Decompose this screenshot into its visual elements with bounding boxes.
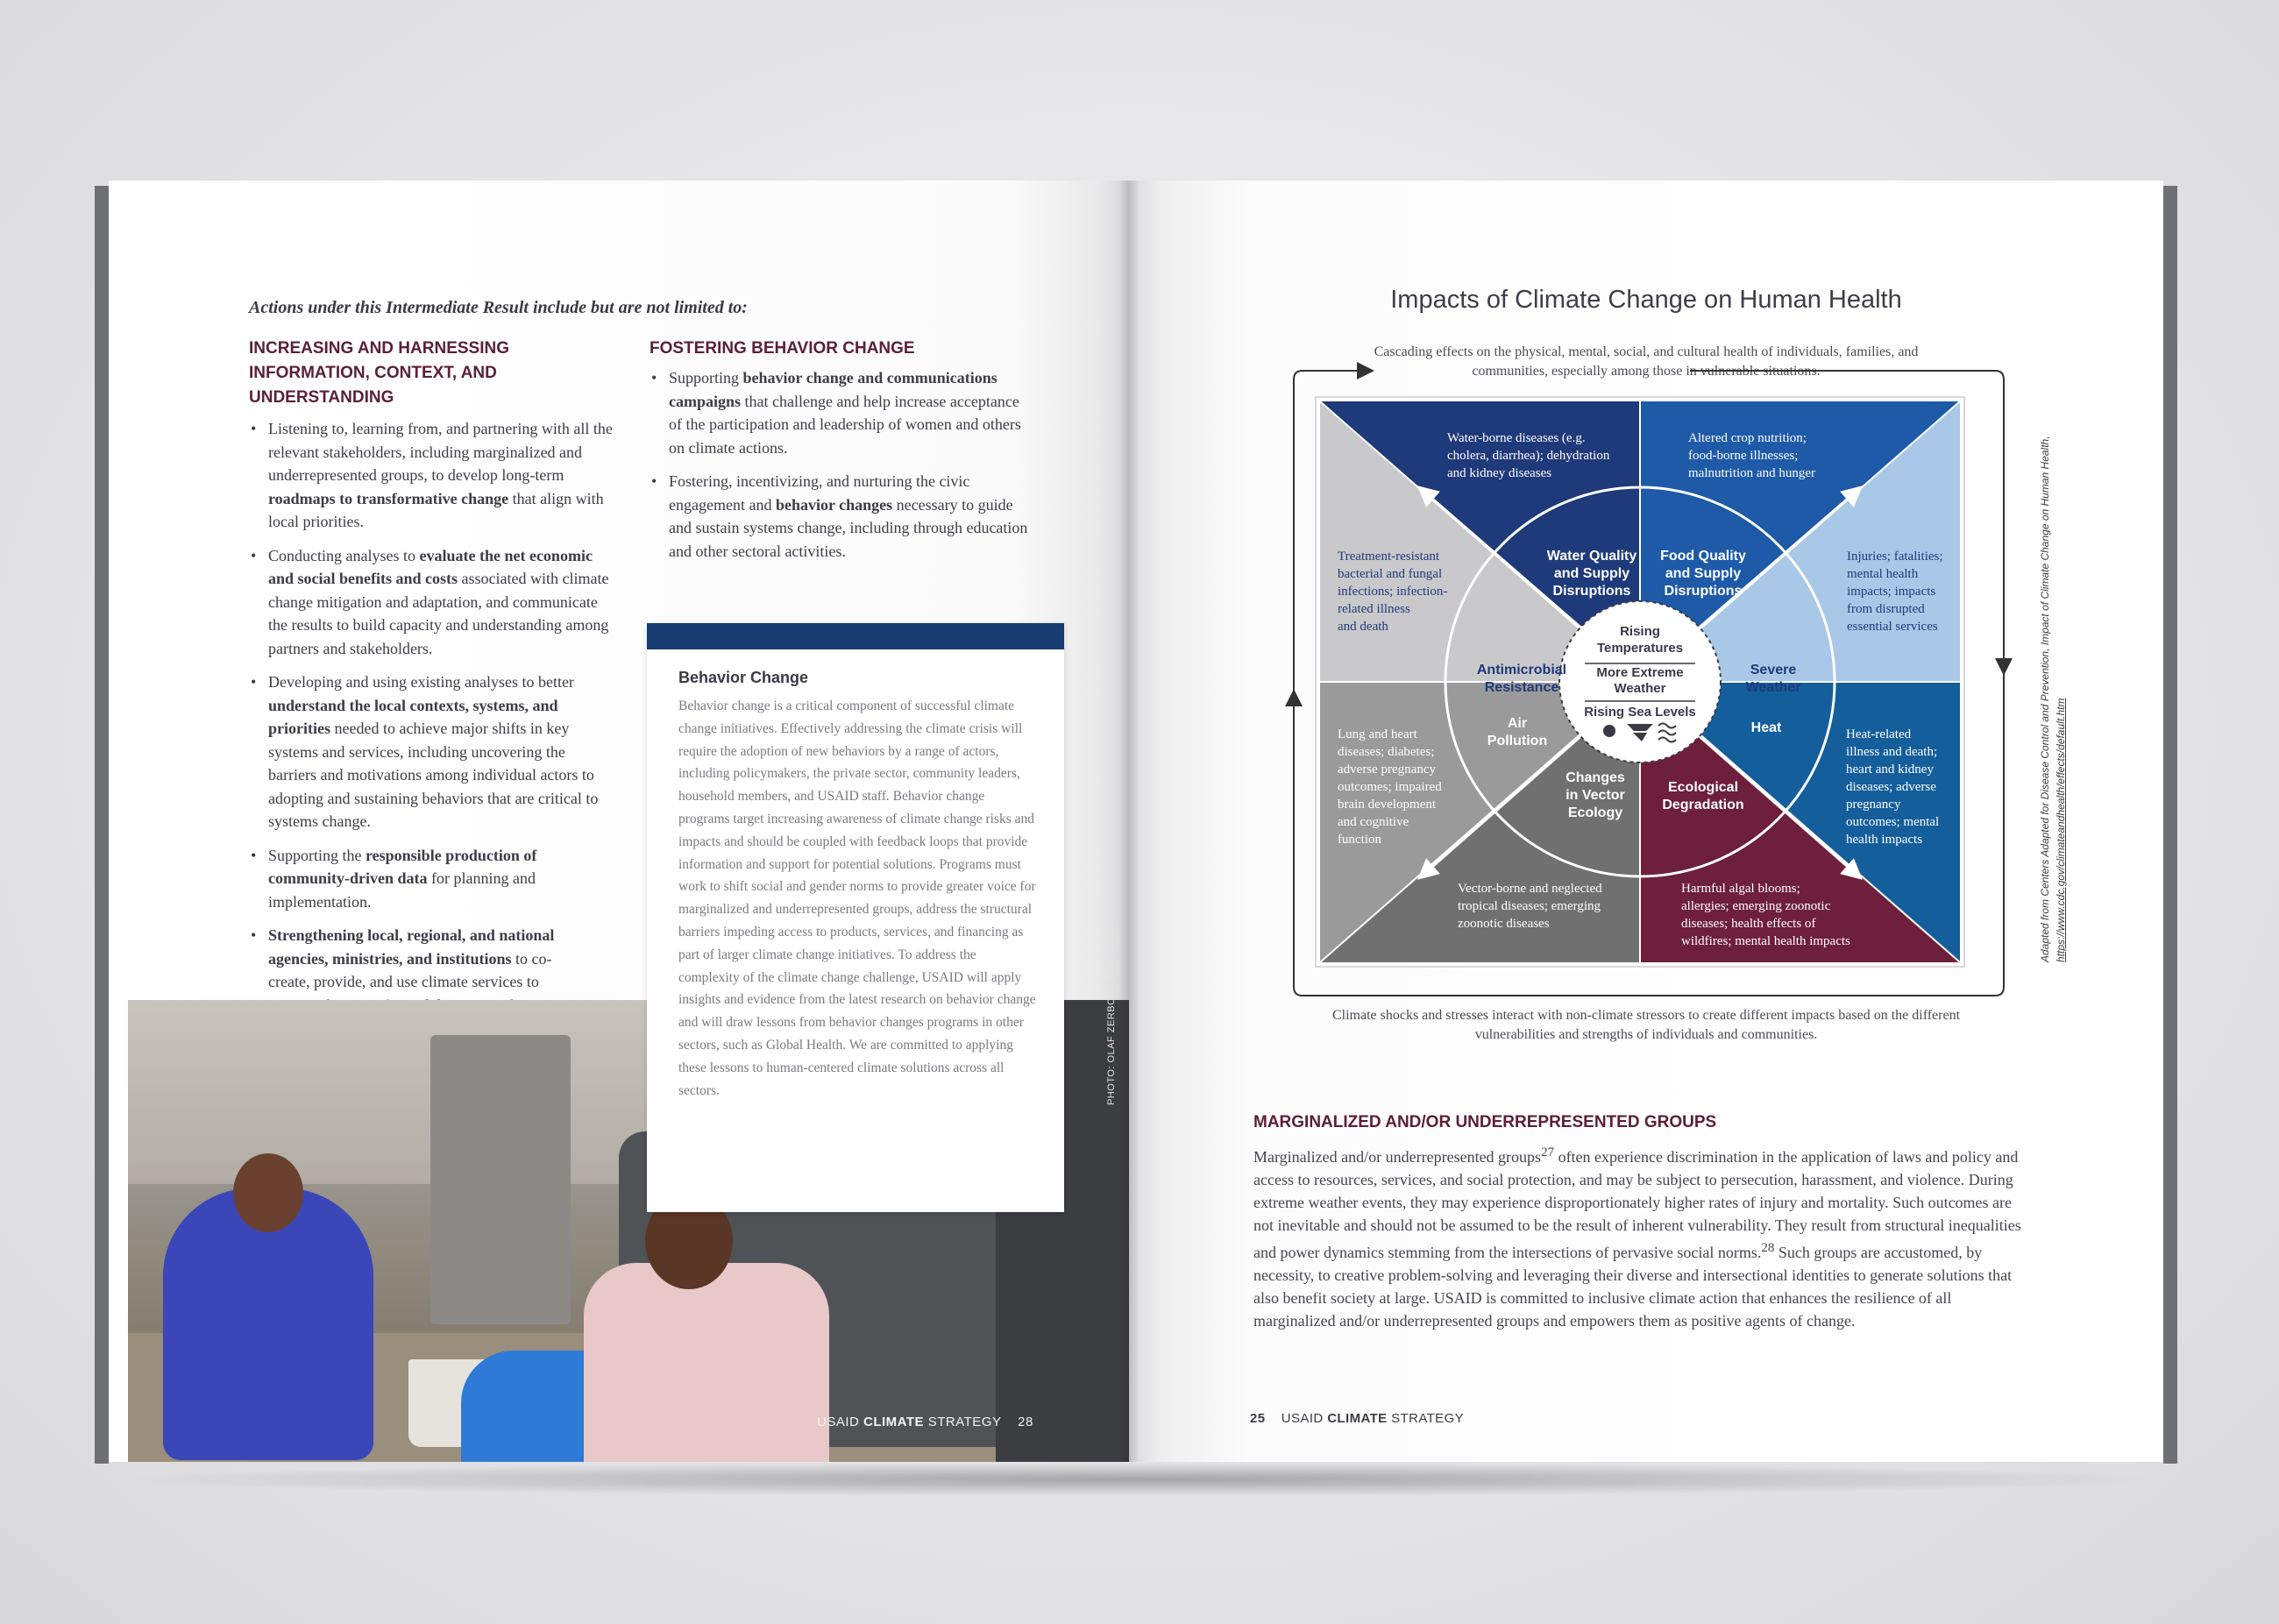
section-body: Marginalized and/or underrepresented groups$^{27}$ often experience discrimination in the application of laws and policy and access to resources, services, and social protection, and may be subject to persecution, harassment, and violence. During extreme weather events, they may experience disproportionately higher rates of injury and mortality. Such outcomes are not inevitable and should not be assumed to be the result of inherent vulnerability. They result from structural inequalities and power dynamics stemming from the intersections of pervasive social norms.$^{28}$ Such groups are accustomed, by necessity, to creative problem-solving and leveraging their diverse and intersectional identities to generate solutions that also benefit society at large. USAID is committed to inclusive climate action that enhances the resilience of all marginalized and/or underrepresented groups and empowers them as positive agents of change.	[1253, 1145, 2021, 1330]
col2-bullet-list	[650, 366, 1035, 573]
photo-girl-right	[584, 1263, 829, 1462]
col2-heading: FOSTERING BEHAVIOR CHANGE	[650, 339, 915, 358]
source-link[interactable]: https://www.cdc.gov/climateandhealth/effects/default.htm	[2055, 698, 2067, 962]
list-item: • Conducting analyses to evaluate the net economic and social benefits and costs associated with climate change mitigation and adaptation, and communicate the results to build capacity and understanding among partners and stakeholders.	[249, 544, 613, 661]
lead-text: Actions under this Intermediate Result include but are not limited to:	[249, 298, 748, 317]
left-footer: USAID CLIMATE STRATEGY 28	[817, 1415, 1033, 1429]
caption-top: Cascading effects on the physical, mental, social, and cultural health of individuals, families, and communities, especially among those in vulnerable situations.	[1374, 344, 1919, 379]
sidebar-title: Behavior Change	[678, 669, 809, 686]
photo-credit: PHOTO: OLAF ZERBOCK FOR USAID	[1106, 923, 1117, 1105]
label-air-pollution: Pollution	[1487, 734, 1548, 748]
desc-amr: Treatment-resistant bacterial and fungal infections; infection- related illness and death	[1338, 550, 1448, 634]
label-food-quality: Disruptions	[1664, 584, 1743, 599]
right-footer: 25 USAID CLIMATE STRATEGY	[1250, 1411, 1465, 1426]
label-food-quality: Food Quality	[1660, 549, 1746, 564]
desc-heat: Heat-related illness and death; heart and kidney diseases; adverse pregnancy outcomes; mental health impacts	[1846, 727, 1940, 847]
label-ecological-degradation: Ecological	[1667, 780, 1739, 795]
source-credit: Adapted from Centers Adapted for Disease Control and Prevention, Impact of Climate Change on Human Health, https://www.cdc.gov/climateandhealth/effects/default.htm	[2039, 436, 2067, 962]
desc-air: Lung and heart diseases; diabetes; adverse pregnancy outcomes; impaired brain development and cognitive function	[1338, 727, 1442, 847]
center-more-extreme-weather: Weather	[1614, 681, 1666, 696]
desc-vector: Vector-borne and neglected tropical diseases; emerging zoonotic diseases	[1458, 882, 1602, 931]
section-heading: MARGINALIZED AND/OR UNDERREPRESENTED GROUPS	[1253, 1113, 1717, 1131]
col1-bullet-list	[249, 417, 613, 1074]
list-item: • Supporting behavior change and communications campaigns that challenge and help increase acceptance of the participation and leadership of women and others on climate actions.	[650, 366, 1035, 459]
desc-eco: Harmful algal blooms; allergies; emerging zoonotic diseases; health effects of wildfires; mental health impacts	[1681, 882, 1850, 948]
book-gutter	[1118, 181, 1140, 1462]
page-number: 25	[1250, 1411, 1266, 1426]
page-number: 28	[1018, 1415, 1033, 1429]
list-item: • Supporting the responsible production of community-driven data for planning and implementation.	[249, 844, 613, 914]
sun-icon	[1603, 725, 1615, 737]
behavior-change-sidebar	[647, 623, 1064, 1212]
caption-bottom: Climate shocks and stresses interact with non-climate stressors to create different impacts based on the different vulnerabilities and strengths of individuals and communities.	[1331, 1008, 1961, 1042]
label-antimicrobial-resistance: Resistance	[1484, 680, 1559, 695]
col1-heading	[249, 337, 521, 410]
label-water-quality: and Supply	[1553, 566, 1630, 581]
figure-title: Impacts of Climate Change on Human Health	[1390, 286, 1902, 314]
center-rising-sea-levels: Rising Sea Levels	[1584, 705, 1696, 720]
col1-heading-line: INFORMATION, CONTEXT, AND	[249, 364, 497, 382]
list-item: • Fostering, incentivizing, and nurturing the civic engagement and behavior changes necessary to guide and sustain systems change, including through education and other sectoral activities.	[650, 470, 1035, 563]
sidebar-body: Behavior change is a critical component of successful climate change initiatives. Effectively addressing the climate crisis will require the adoption of new behaviors by a range of actors, including policymakers, the private sector, community leaders, household members, and USAID staff. Behavior change programs target increasing awareness of climate change risks and impacts and should be coupled with feedback loops that provide information and support for potential solutions. Programs must work to shift social and gender norms to provide greater voice for marginalized and underrepresented groups, address the structural barriers impeding access to products, services, and financing as part of larger climate change initiatives. To address the complexity of the climate change challenge, USAID will apply insights and evidence from the latest research on behavior change and will draw lessons from behavior changes programs in other sectors, such as Global Health. We are committed to applying these lessons to human-centered climate solutions across all sectors.	[678, 699, 1036, 1098]
book-edge-right	[2163, 186, 2177, 1464]
book-edge-left	[95, 186, 109, 1464]
label-vector-ecology: in Vector	[1565, 788, 1625, 803]
list-item: • Developing and using existing analyses to better understand the local contexts, systems, and priorities needed to achieve major shifts in key systems and services, including uncovering the barriers and motivations among individual actors to adopting and sustaining behaviors that are critical to systems change.	[249, 670, 613, 833]
label-food-quality: and Supply	[1665, 566, 1742, 581]
center-rising-temperatures: Temperatures	[1596, 641, 1684, 656]
label-antimicrobial-resistance: Antimicrobial	[1476, 663, 1567, 677]
desc-water: Water-borne diseases (e.g. cholera, diarrhea); dehydration and kidney diseases	[1447, 431, 1610, 480]
col1-heading-line: UNDERSTANDING	[249, 388, 394, 407]
label-ecological-degradation: Degradation	[1662, 798, 1744, 812]
label-vector-ecology: Changes	[1565, 770, 1625, 785]
label-vector-ecology: Ecology	[1567, 805, 1623, 820]
list-item: • Listening to, learning from, and partnering with all the relevant stakeholders, including marginalized and underrepresented groups, to develop long-term roadmaps to transformative change that align with local priorities.	[249, 417, 613, 534]
photo-wall	[430, 1035, 571, 1324]
right-page	[1129, 181, 2163, 1462]
list-item: • Strengthening local, regional, and national agencies, ministries, and institutions to co-create, provide, and use climate services to	[249, 924, 575, 1063]
health-impacts-diagram	[1129, 181, 2163, 1057]
label-severe-weather: Severe	[1750, 663, 1797, 677]
center-rising-temperatures: Rising	[1620, 624, 1660, 639]
left-page	[109, 181, 1129, 1462]
label-water-quality: Water Quality	[1546, 549, 1637, 564]
sidebar-top-bar	[647, 623, 1064, 649]
desc-severe: Injuries; fatalities; mental health impacts; impacts from disrupted essential services	[1847, 550, 1943, 634]
col1-heading-line: INCREASING AND HARNESSING	[249, 339, 509, 358]
label-water-quality: Disruptions	[1552, 584, 1631, 599]
book-shadow	[114, 1462, 2165, 1497]
label-air-pollution: Air	[1507, 716, 1528, 731]
photo-girl-left-head	[233, 1153, 303, 1232]
label-heat: Heat	[1750, 720, 1782, 735]
center-more-extreme-weather: More Extreme	[1596, 665, 1684, 680]
desc-food: Altered crop nutrition; food-borne illnesses; malnutrition and hunger	[1688, 431, 1815, 480]
label-severe-weather: Weather	[1745, 680, 1801, 695]
